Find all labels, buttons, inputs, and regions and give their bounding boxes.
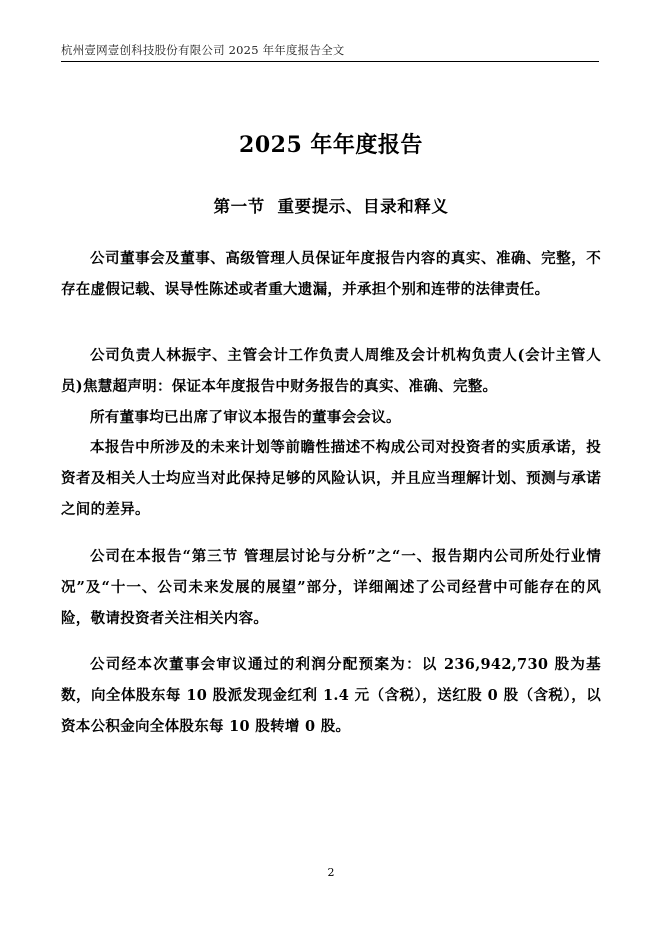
section-heading: 第一节 重要提示、目录和释义	[213, 197, 449, 216]
paragraph-risk-notice: 公司在本报告“第三节 管理层讨论与分析”之“一、报告期内公司所处行业情况”及“十一、公司未来发展的展望”部分，详细阐述了公司经营中可能存在的风险，敬请投资者关注相关内容。	[61, 548, 601, 627]
paragraph-responsible-persons: 公司负责人林振宇、主管会计工作负责人周维及会计机构负责人(会计主管人员)焦慧超声明：保证本年度报告中财务报告的真实、准确、完整。	[61, 347, 601, 395]
paragraph-profit-distribution: 公司经本次董事会审议通过的利润分配预案为：以 236,942,730 股为基数，向全体股东每 10 股派发现金红利 1.4 元（含税），送红股 0 股（含税），以资本公积金向全体股东每 10 股转增 0 股。	[61, 656, 601, 735]
paragraph-board-attendance: 所有董事均已出席了审议本报告的董事会会议。	[90, 409, 401, 426]
running-header: 杭州壹网壹创科技股份有限公司 2025 年年度报告全文	[61, 43, 345, 57]
paragraph-accuracy-statement: 公司董事会及董事、高级管理人员保证年度报告内容的真实、准确、完整，不存在虚假记载、误导性陈述或者重大遗漏，并承担个别和连带的法律责任。	[61, 250, 601, 298]
page-number: 2	[327, 866, 335, 879]
report-title: 2025 年年度报告	[239, 132, 423, 158]
header-divider	[61, 61, 599, 62]
paragraph-forward-looking: 本报告中所涉及的未来计划等前瞻性描述不构成公司对投资者的实质承诺，投资者及相关人士均应当对此保持足够的风险认识，并且应当理解计划、预测与承诺之间的差异。	[61, 439, 601, 518]
